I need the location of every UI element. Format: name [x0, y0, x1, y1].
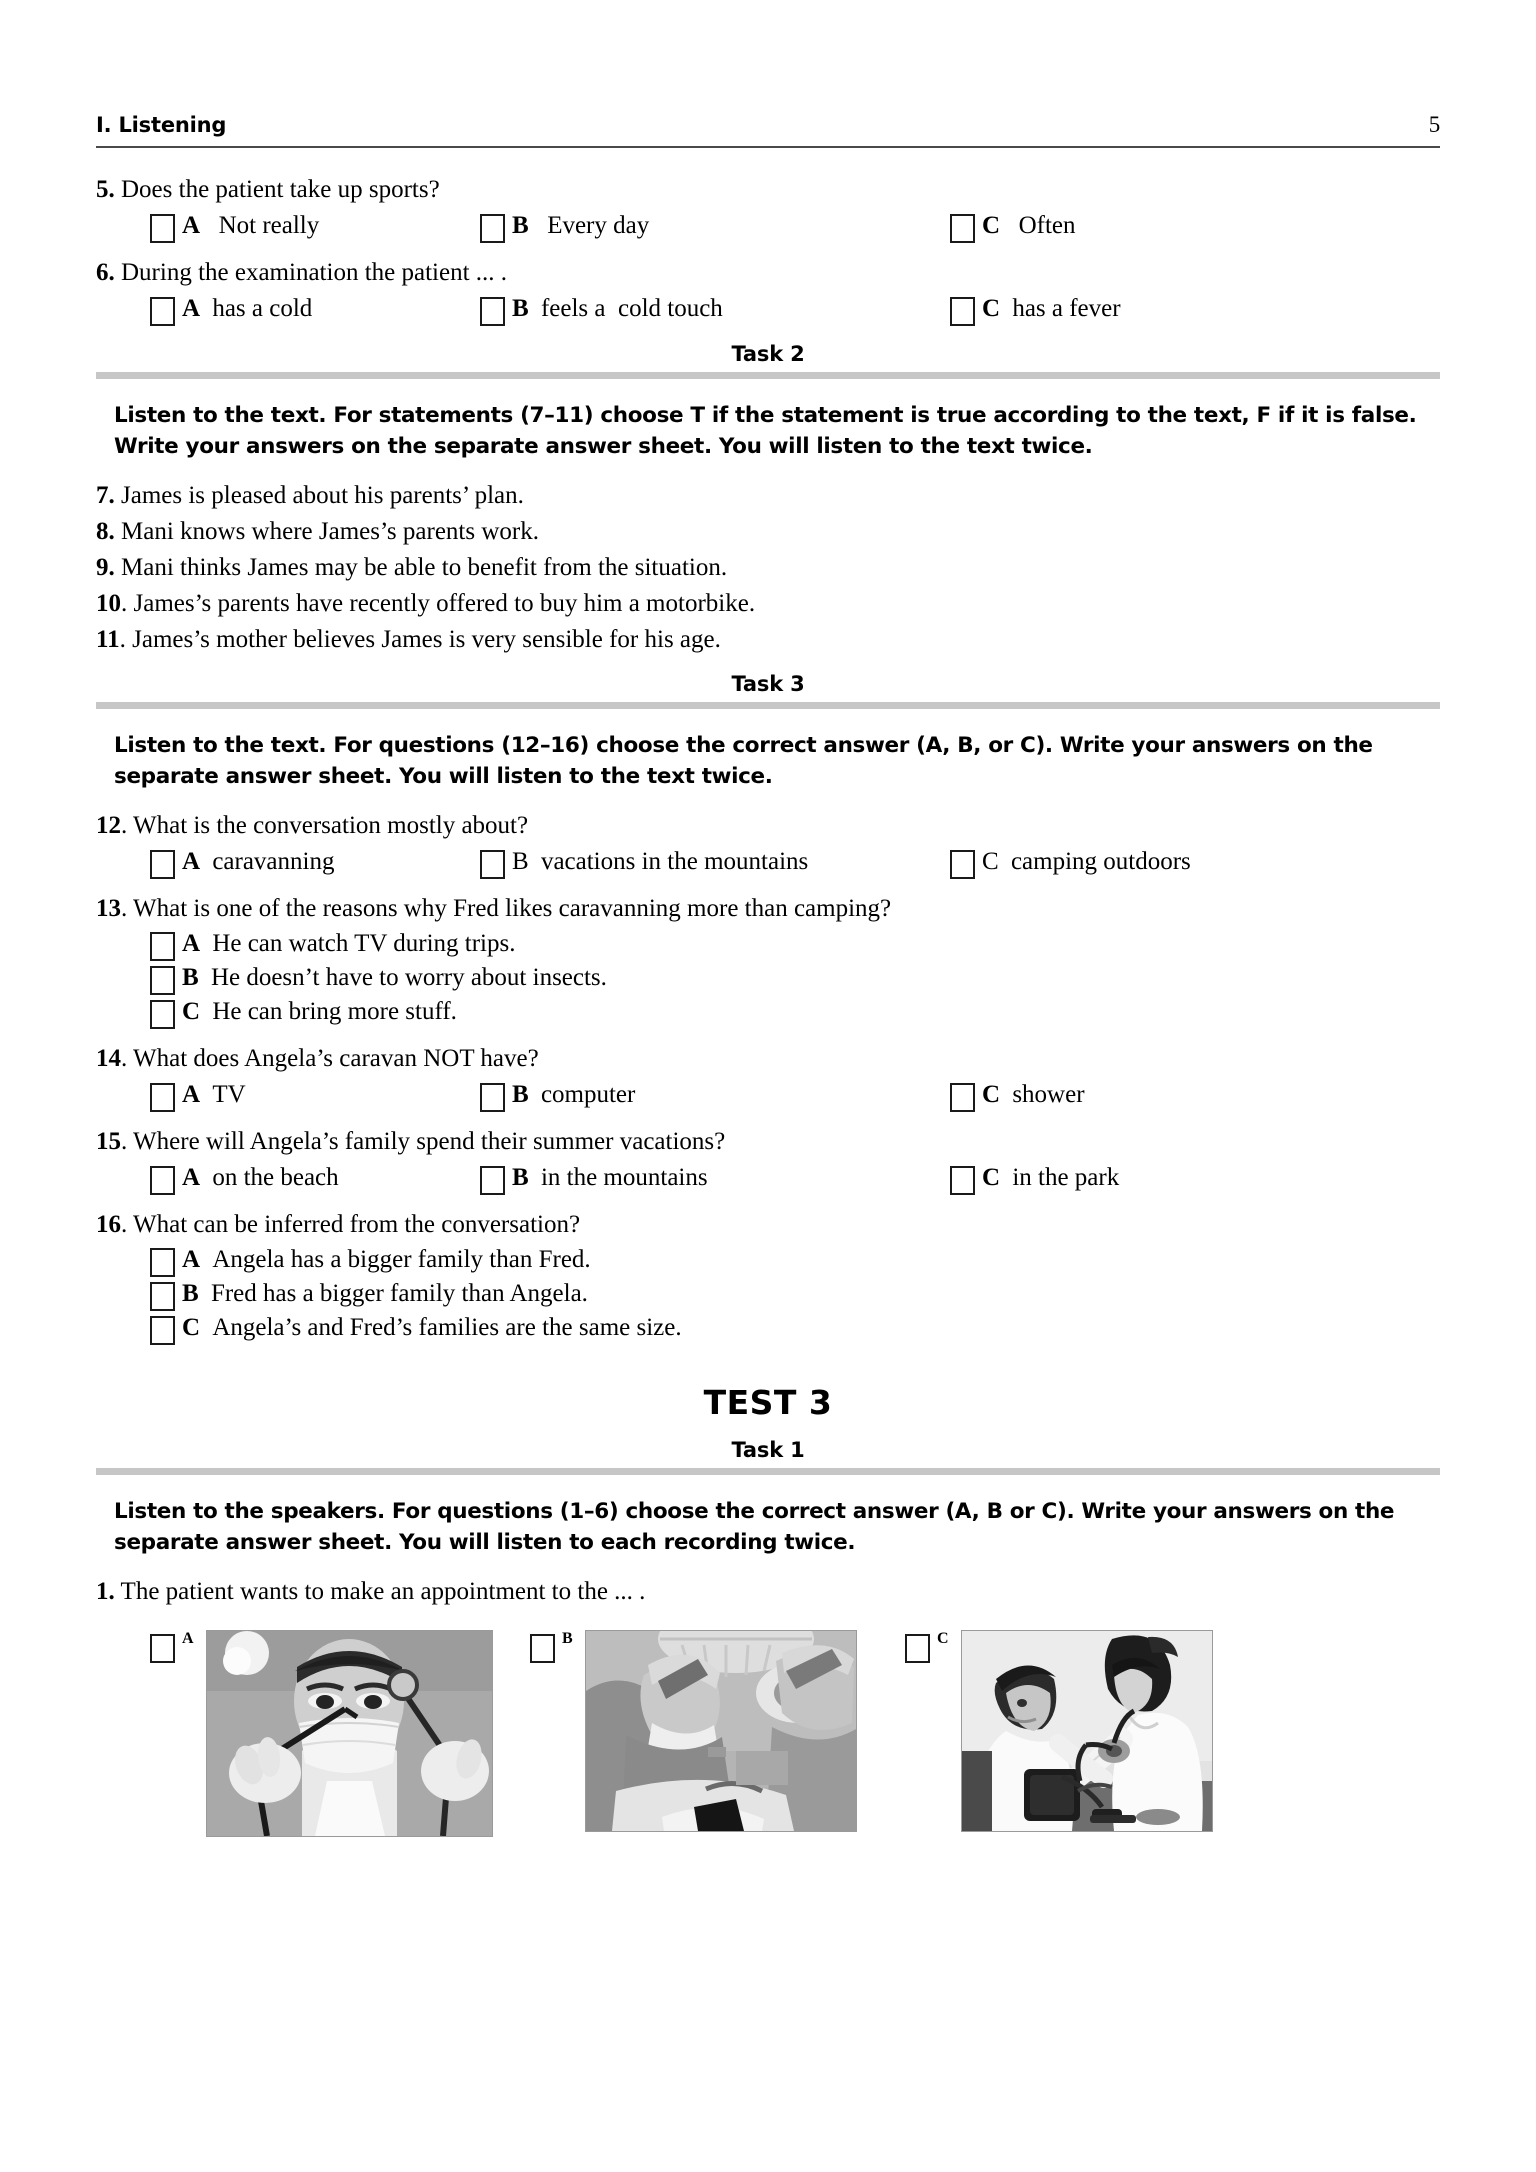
checkbox-icon[interactable]: [150, 214, 175, 243]
option-a[interactable]: [150, 1245, 1440, 1277]
option-letter: B: [512, 1081, 529, 1109]
option-letter: A: [182, 1246, 201, 1274]
checkbox-icon[interactable]: [480, 1083, 505, 1112]
surgery-photo: [585, 1630, 857, 1832]
option-text: Often: [1006, 212, 1076, 239]
checkbox-icon[interactable]: [150, 1166, 175, 1195]
option-text: computer: [534, 1081, 636, 1109]
question-text: . What does Angela’s caravan NOT have?: [121, 1045, 539, 1073]
question-stem: [96, 1126, 1440, 1158]
picture-option-a[interactable]: [150, 1630, 530, 1837]
option-b[interactable]: [480, 847, 950, 879]
task2-divider-bar: [96, 372, 1440, 379]
task2-heading: Task 2: [731, 342, 805, 366]
answer-options: [96, 294, 1440, 326]
checkbox-icon[interactable]: [950, 1166, 975, 1195]
statement-text: James is pleased about his parents’ plan.: [114, 482, 524, 510]
statement-item: [96, 624, 1440, 656]
test3-title: TEST 3: [703, 1383, 833, 1423]
question-text: . What is one of the reasons why Fred likes caravanning more than camping?: [121, 895, 892, 923]
option-text: in the park: [1006, 1164, 1120, 1192]
checkbox-icon[interactable]: [150, 1282, 175, 1311]
task3-divider-bar: [96, 702, 1440, 709]
question-stem: [96, 893, 1440, 925]
option-letter: A: [182, 295, 201, 322]
option-text: Every day: [534, 212, 650, 239]
question-text: The patient wants to make an appointment to the ... .: [114, 1578, 646, 1606]
checkbox-icon[interactable]: [150, 1000, 175, 1029]
option-text: He can bring more stuff.: [206, 998, 457, 1026]
option-letter: A: [182, 1164, 201, 1192]
statement-number: 9.: [96, 554, 115, 582]
question-stem: [96, 1209, 1440, 1241]
option-letter: A: [182, 1081, 201, 1109]
checkbox-icon[interactable]: [150, 1248, 175, 1277]
option-text: on the beach: [206, 1164, 339, 1192]
option-a[interactable]: [150, 211, 480, 243]
answer-options: [96, 1080, 1440, 1112]
checkbox-icon[interactable]: [150, 1316, 175, 1345]
option-letter: A: [182, 930, 201, 958]
option-a[interactable]: [150, 1163, 480, 1195]
option-letter: A: [182, 1630, 194, 1648]
task3-instruction: Listen to the text. For questions (12–16) choose the correct answer (A, B, or C). Write your answers on the separate answer sheet. You will listen to the text twice.: [114, 733, 1373, 789]
picture-answer-options: [96, 1630, 1440, 1837]
option-c[interactable]: [150, 1313, 1440, 1345]
dentist-photo: [206, 1630, 493, 1837]
question-number: 6.: [96, 259, 115, 286]
option-text: feels a cold touch: [534, 295, 723, 322]
checkbox-icon[interactable]: [950, 214, 975, 243]
option-text: shower: [1006, 1081, 1085, 1109]
checkbox-icon[interactable]: [905, 1634, 930, 1663]
option-c[interactable]: [950, 1163, 1119, 1195]
option-letter: B: [182, 1280, 199, 1308]
running-head: [96, 112, 1440, 146]
question-number: 14: [96, 1045, 121, 1073]
option-text: caravanning: [206, 848, 335, 876]
option-letter: C: [982, 212, 1001, 239]
question-number: 1.: [96, 1578, 115, 1606]
checkbox-icon[interactable]: [950, 1083, 975, 1112]
option-text: has a fever: [1006, 295, 1121, 322]
checkbox-icon[interactable]: [150, 297, 175, 326]
answer-options: [96, 211, 1440, 243]
checkbox-icon[interactable]: [150, 1083, 175, 1112]
statement-item: [96, 588, 1440, 620]
option-c[interactable]: [950, 294, 1121, 326]
question-text: . What can be inferred from the conversation?: [121, 1211, 581, 1239]
option-letter: B: [512, 1164, 529, 1192]
answer-options: [150, 1245, 1440, 1345]
option-a[interactable]: [150, 847, 480, 879]
option-letter: B: [562, 1630, 573, 1648]
section-title: I. Listening: [96, 113, 227, 137]
checkbox-icon[interactable]: [480, 214, 505, 243]
statement-number: 10: [96, 590, 121, 618]
option-text: Fred has a bigger family than Angela.: [204, 1280, 588, 1308]
option-text: Not really: [206, 212, 320, 239]
question-stem: [96, 1576, 1440, 1608]
option-text: He can watch TV during trips.: [206, 930, 516, 958]
option-b[interactable]: [480, 1163, 950, 1195]
question-number: 13: [96, 895, 121, 923]
task2-instruction: Listen to the text. For statements (7–11) choose T if the statement is true according to the text, F if it is false. Write your answers on the separate answer sheet. You will listen to the text twice.: [114, 403, 1417, 459]
option-b[interactable]: [150, 963, 1440, 995]
option-letter: B: [512, 848, 529, 876]
option-text: in the mountains: [534, 1164, 708, 1192]
question-stem: [96, 257, 1440, 289]
test3-divider-bar: [96, 1468, 1440, 1475]
option-letter: A: [182, 212, 201, 239]
statement-item: [96, 552, 1440, 584]
statement-number: 7.: [96, 482, 115, 510]
question-number: 15: [96, 1128, 121, 1156]
statement-item: [96, 480, 1440, 512]
statement-text: Mani thinks James may be able to benefit from the situation.: [114, 554, 728, 582]
question-stem: [96, 810, 1440, 842]
question-stem: [96, 174, 1440, 206]
option-c[interactable]: [950, 847, 1191, 879]
option-letter: C: [182, 998, 201, 1026]
answer-options: [96, 1163, 1440, 1195]
question-text: Does the patient take up sports?: [114, 176, 440, 203]
option-text: Angela’s and Fred’s families are the same size.: [206, 1314, 682, 1342]
test3-instruction: Listen to the speakers. For questions (1–6) choose the correct answer (A, B or C). Write your answers on the separate answer sheet. You will listen to each recording twice.: [114, 1499, 1395, 1555]
option-letter: C: [182, 1314, 201, 1342]
checkbox-icon[interactable]: [530, 1634, 555, 1663]
task3-heading: Task 3: [731, 672, 805, 697]
question-text: During the examination the patient ... .: [114, 259, 508, 286]
option-c[interactable]: [950, 211, 1075, 243]
statement-number: 8.: [96, 518, 115, 546]
option-b[interactable]: [480, 1080, 950, 1112]
option-text: TV: [206, 1081, 246, 1109]
option-b[interactable]: [480, 294, 950, 326]
option-letter: C: [982, 848, 999, 876]
option-letter: B: [182, 964, 199, 992]
option-a[interactable]: [150, 1080, 480, 1112]
option-letter: C: [937, 1630, 949, 1648]
checkbox-icon[interactable]: [150, 850, 175, 879]
option-text: He doesn’t have to worry about insects.: [204, 964, 607, 992]
option-b[interactable]: [150, 1279, 1440, 1311]
option-c[interactable]: [150, 997, 1440, 1029]
blood-pressure-photo: [961, 1630, 1213, 1832]
test3-task1-heading: Task 1: [731, 1438, 805, 1463]
question-number: 12: [96, 812, 121, 840]
checkbox-icon[interactable]: [150, 1634, 175, 1663]
option-b[interactable]: [480, 211, 950, 243]
option-text: camping outdoors: [1004, 848, 1191, 876]
answer-options: [150, 929, 1440, 1029]
option-a[interactable]: [150, 929, 1440, 961]
checkbox-icon[interactable]: [480, 1166, 505, 1195]
checkbox-icon[interactable]: [150, 932, 175, 961]
option-letter: C: [982, 1081, 1001, 1109]
question-text: . Where will Angela’s family spend their summer vacations?: [121, 1128, 726, 1156]
question-number: 5.: [96, 176, 115, 203]
checkbox-icon[interactable]: [150, 966, 175, 995]
option-a[interactable]: [150, 294, 480, 326]
task2-statements: [96, 480, 1440, 656]
option-letter: A: [182, 848, 201, 876]
option-text: vacations in the mountains: [534, 848, 809, 876]
statement-item: [96, 516, 1440, 548]
question-text: . What is the conversation mostly about?: [121, 812, 529, 840]
option-letter: B: [512, 295, 529, 322]
option-letter: C: [982, 1164, 1001, 1192]
option-text: Angela has a bigger family than Fred.: [206, 1246, 591, 1274]
question-number: 16: [96, 1211, 121, 1239]
checkbox-icon[interactable]: [480, 297, 505, 326]
checkbox-icon[interactable]: [950, 850, 975, 879]
picture-option-c[interactable]: [905, 1630, 1213, 1837]
statement-text: Mani knows where James’s parents work.: [114, 518, 539, 546]
answer-options: [96, 847, 1440, 879]
checkbox-icon[interactable]: [950, 297, 975, 326]
statement-number: 11: [96, 626, 120, 654]
option-letter: B: [512, 212, 529, 239]
header-divider: [96, 146, 1440, 148]
option-letter: C: [982, 295, 1001, 322]
page-number: 5: [1428, 112, 1440, 137]
question-stem: [96, 1043, 1440, 1075]
checkbox-icon[interactable]: [480, 850, 505, 879]
statement-text: . James’s parents have recently offered to buy him a motorbike.: [121, 590, 756, 618]
option-text: has a cold: [206, 295, 313, 322]
statement-text: . James’s mother believes James is very sensible for his age.: [119, 626, 721, 654]
option-c[interactable]: [950, 1080, 1085, 1112]
picture-option-b[interactable]: [530, 1630, 905, 1837]
